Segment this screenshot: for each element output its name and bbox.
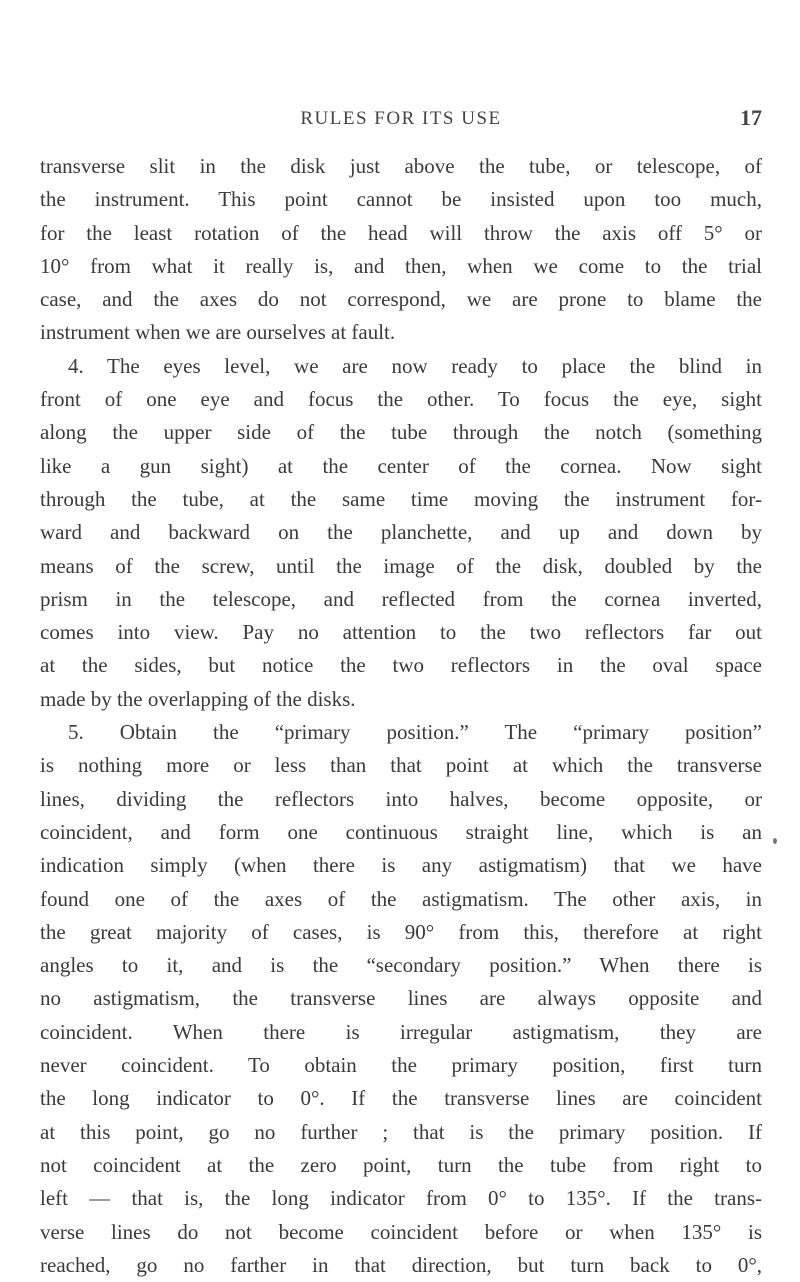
- text-line: comes into view. Pay no attention to the two reflectors far out: [40, 620, 762, 645]
- paragraph-start-line: 5. Obtain the “primary position.” The “primary position”: [68, 720, 762, 745]
- text-line: at the sides, but notice the two reflectors in the oval space: [40, 653, 762, 678]
- text-line: coincident. When there is irregular astigmatism, they are: [40, 1019, 762, 1044]
- text-line: no astigmatism, the transverse lines are always opposite and: [40, 986, 762, 1011]
- paragraph-start-line: 4. The eyes level, we are now ready to place the blind in: [68, 353, 762, 378]
- text-line: 10° from what it really is, and then, when we come to the trial: [40, 253, 762, 278]
- text-line: for the least rotation of the head will throw the axis off 5° or: [40, 220, 762, 245]
- text-line: along the upper side of the tube through the notch (something: [40, 420, 762, 445]
- text-line: lines, dividing the reflectors into halves, become opposite, or: [40, 786, 762, 811]
- text-line: indication simply (when there is any astigmatism) that we have: [40, 853, 762, 878]
- text-line: not coincident at the zero point, turn the tube from right to: [40, 1152, 762, 1177]
- text-line: the long indicator to 0°. If the transverse lines are coincident: [40, 1086, 762, 1111]
- page-number: 17: [740, 105, 762, 130]
- text-line: case, and the axes do not correspond, we are prone to blame the: [40, 287, 762, 312]
- text-line: angles to it, and is the “secondary position.” When there is: [40, 953, 762, 978]
- text-line: ward and backward on the planchette, and up and down by: [40, 520, 762, 545]
- text-line: is nothing more or less than that point at which the transverse: [40, 753, 762, 778]
- body-text: [40, 150, 762, 1282]
- text-line: reached, go no farther in that direction, but turn back to 0°,: [40, 1252, 762, 1277]
- text-line: through the tube, at the same time moving the instrument for-: [40, 486, 762, 511]
- text-line: coincident, and form one continuous straight line, which is an: [40, 819, 762, 844]
- running-title: RULES FOR ITS USE: [300, 108, 502, 129]
- text-line: the instrument. This point cannot be insisted upon too much,: [40, 187, 762, 212]
- text-line: front of one eye and focus the other. To focus the eye, sight: [40, 387, 762, 412]
- text-line: verse lines do not become coincident before or when 135° is: [40, 1219, 762, 1244]
- text-line: never coincident. To obtain the primary position, first turn: [40, 1053, 762, 1078]
- text-line: like a gun sight) at the center of the cornea. Now sight: [40, 453, 762, 478]
- text-line: found one of the axes of the astigmatism. The other axis, in: [40, 886, 762, 911]
- text-line: made by the overlapping of the disks.: [40, 686, 356, 711]
- paper-speck: [773, 838, 777, 844]
- text-line: instrument when we are ourselves at fault.: [40, 320, 396, 345]
- text-line: left — that is, the long indicator from 0° to 135°. If the trans-: [40, 1186, 762, 1211]
- text-line: transverse slit in the disk just above the tube, or telescope, of: [40, 154, 762, 178]
- text-line: at this point, go no further ; that is the primary position. If: [40, 1119, 762, 1144]
- running-head: [40, 105, 762, 136]
- text-line: prism in the telescope, and reflected from the cornea inverted,: [40, 586, 762, 611]
- text-line: the great majority of cases, is 90° from this, therefore at right: [40, 919, 762, 944]
- text-line: means of the screw, until the image of the disk, doubled by the: [40, 553, 762, 578]
